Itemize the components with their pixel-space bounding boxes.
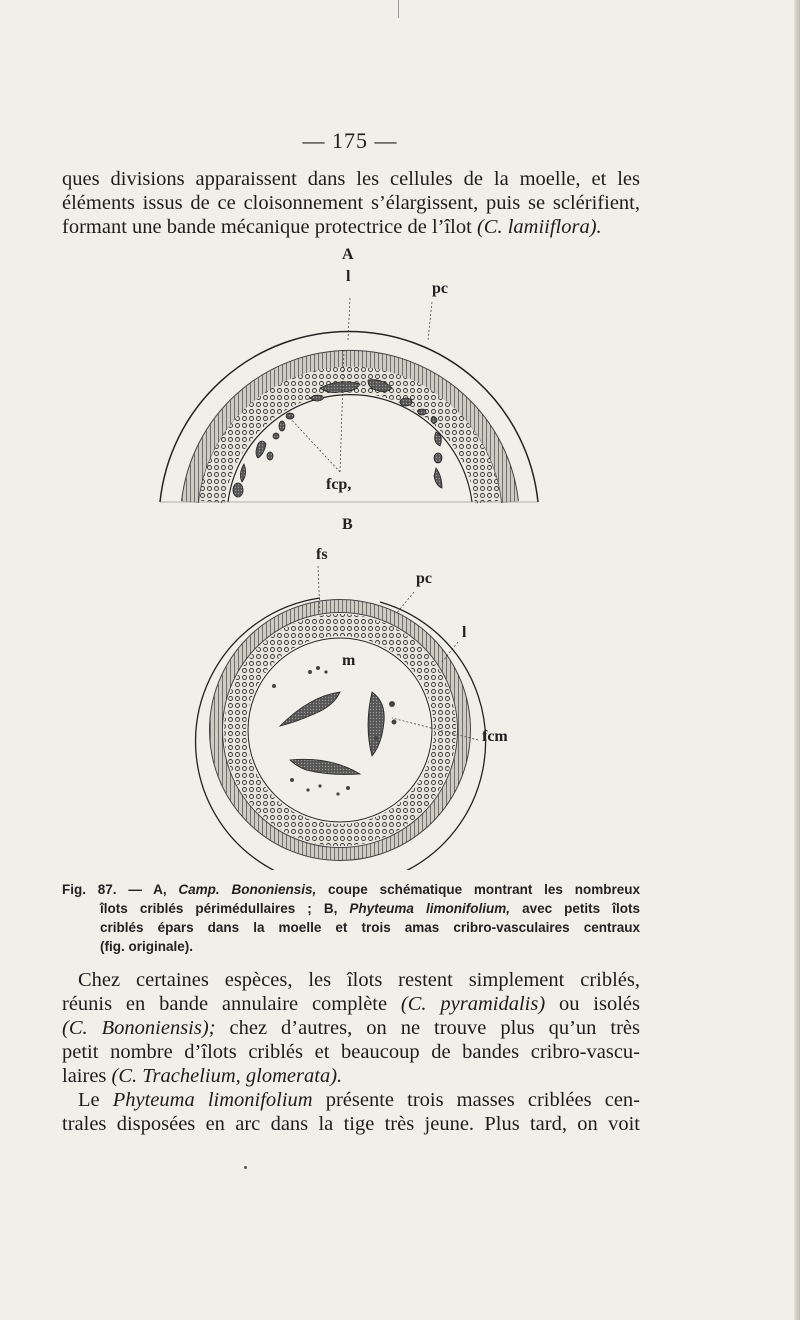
label-b: B [342, 516, 353, 533]
page-edge [794, 0, 800, 1320]
label-m: m [342, 652, 356, 669]
section-b [196, 566, 486, 870]
figure-drawing [150, 240, 550, 870]
caption-line: (fig. originale). [100, 939, 193, 954]
text-line: (C. Bononiensis); chez d’autres, on ne trouve plus qu’un très [62, 1017, 641, 1039]
section-a [160, 298, 538, 502]
italic-reference: (C. lamiiflora). [476, 216, 602, 238]
page-number: — 175 — [302, 128, 398, 153]
label-pc-b: pc [416, 570, 432, 587]
scan-mark [398, 0, 399, 18]
label-a: A [342, 246, 354, 263]
label-fcm: fcm [482, 728, 508, 745]
label-l-b: l [462, 624, 467, 641]
text-line: petit nombre d’îlots criblés et beaucoup de bandes cribro-vascu- [62, 1041, 640, 1063]
cortex-ring [216, 606, 467, 854]
figure-87 [150, 240, 550, 870]
label-fs: fs [316, 546, 328, 563]
text-line: Le Phyteuma limonifolium présente trois masses criblées cen- [78, 1089, 640, 1111]
label-fcp: fcp, [326, 476, 352, 493]
text-line: formant une bande mécanique protectrice de l’îlot (C. lamiiflora). [62, 216, 602, 238]
text-line: réunis en bande annulaire complète (C. pyramidalis) ou isolés [62, 993, 641, 1015]
text-line: laires (C. Trachelium, glomerata). [62, 1065, 343, 1087]
figure-caption [62, 880, 640, 956]
stray-mark [244, 1166, 247, 1169]
top-paragraph [62, 167, 640, 239]
text-line: trales disposées en arc dans la tige très jeune. Plus tard, on voit [62, 1113, 640, 1135]
central-bundles [280, 692, 384, 775]
caption-line: Fig. 87. — A, Camp. Bononiensis, coupe schématique montrant les nombreux [62, 882, 640, 897]
label-pc-a: pc [432, 280, 448, 297]
text-line: éléments issus de ce cloisonnement s’élargissent, puis se sclérifient, [62, 192, 640, 214]
pericycle-ring [235, 625, 445, 835]
text-line: Chez certaines espèces, les îlots restent simplement criblés, [78, 969, 640, 991]
label-l-a: l [346, 268, 351, 285]
caption-line: criblés épars dans la moelle et trois amas cribro-vasculaires centraux [100, 920, 640, 935]
bottom-paragraph [62, 968, 640, 1136]
text-line: ques divisions apparaissent dans les cellules de la moelle, et les [62, 168, 640, 190]
caption-line: îlots criblés périmédullaires ; B, Phyteuma limonifolium, avec petits îlots [100, 901, 641, 916]
